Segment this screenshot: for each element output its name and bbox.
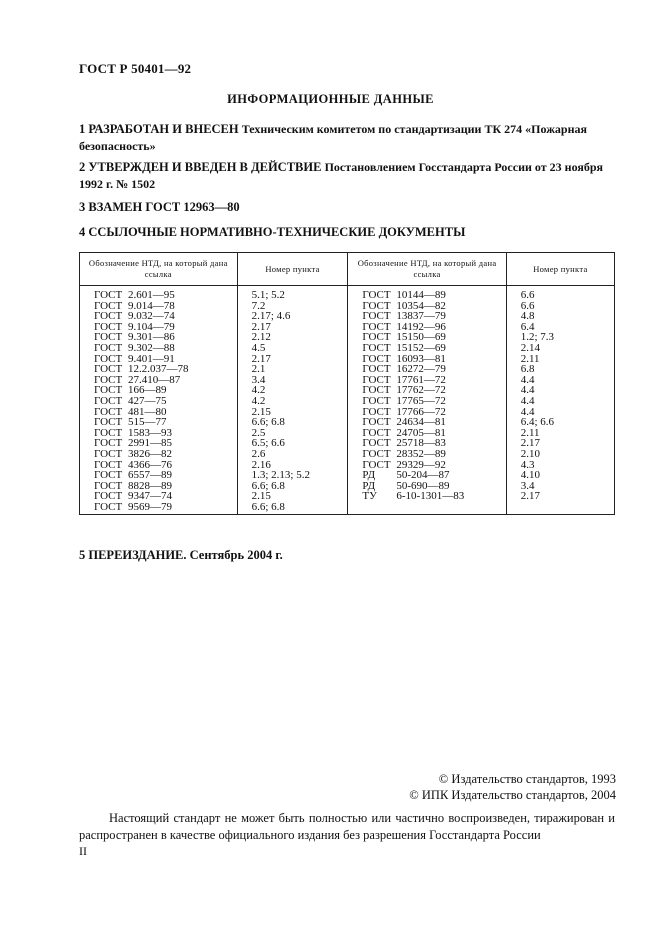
document-number: 481—80 <box>128 405 167 418</box>
point-number: 2.17 <box>251 320 271 333</box>
document-ref <box>348 396 505 407</box>
left-points-list <box>238 290 348 512</box>
point-number: 3.4 <box>251 373 266 386</box>
point-number: 6.8 <box>520 363 535 376</box>
point-number: 2.16 <box>251 458 271 471</box>
point-number: 2.11 <box>520 426 540 439</box>
section-5 <box>79 547 619 564</box>
page-title: ИНФОРМАЦИОННЫЕ ДАННЫЕ <box>227 92 434 106</box>
document-ref <box>80 396 237 407</box>
section-1 <box>79 121 619 155</box>
document-prefix: ГОСТ <box>362 384 391 397</box>
document-prefix: ГОСТ <box>362 458 391 471</box>
point-number: 7.2 <box>251 299 266 312</box>
section-heading: ВЗАМЕН ГОСТ 12963—80 <box>88 200 240 214</box>
section-3 <box>79 199 619 216</box>
point-number: 4.4 <box>520 373 535 386</box>
document-prefix: ГОСТ <box>362 447 391 460</box>
document-prefix: ГОСТ <box>362 426 391 439</box>
point-number: 4.4 <box>520 405 535 418</box>
column-header-document: Обозначение НТД, на который дана ссылка <box>348 253 506 286</box>
document-number: 1583—93 <box>128 426 172 439</box>
document-prefix: ГОСТ <box>362 352 391 365</box>
section-4 <box>79 224 619 241</box>
point-number: 2.17 <box>520 437 540 450</box>
column-header-document: Обозначение НТД, на который дана ссылка <box>80 253 238 286</box>
document-prefix: ГОСТ <box>94 426 123 439</box>
right-documents-list <box>348 290 505 502</box>
document-prefix: ГОСТ <box>362 437 391 450</box>
document-number: 12.2.037—78 <box>128 363 189 376</box>
copyright-line: © Издательство стандартов, 1993 <box>438 772 616 786</box>
document-prefix: ГОСТ <box>362 363 391 376</box>
document-number: 9.104—79 <box>128 320 175 333</box>
document-prefix: ГОСТ <box>362 310 391 323</box>
point-number: 2.15 <box>251 405 271 418</box>
table-body-row <box>80 286 615 515</box>
point-number: 2.10 <box>520 447 540 460</box>
point-number: 2.17 <box>520 490 540 503</box>
document-number: 28352—89 <box>396 447 446 460</box>
document-ref <box>80 449 237 460</box>
point-number: 6.4 <box>520 320 535 333</box>
point-number: 4.4 <box>520 384 535 397</box>
document-number: 9.032—74 <box>128 310 175 323</box>
point-number: 4.8 <box>520 310 535 323</box>
document-prefix: ГОСТ <box>94 310 123 323</box>
section-heading: УТВЕРЖДЕН И ВВЕДЕН В ДЕЙСТВИЕ <box>88 160 322 174</box>
point-number: 2.1 <box>251 363 266 376</box>
legal-notice: Настоящий стандарт не может быть полностью или частично воспроизведен, тиражирован и распространен в качестве официального издания без разрешения Госстандарта России <box>79 811 615 842</box>
document-ref <box>348 449 505 460</box>
document-number: 13837—79 <box>396 310 446 323</box>
section-2 <box>79 159 619 193</box>
point-number: 6.4; 6.6 <box>520 416 555 429</box>
point-number: 6.5; 6.6 <box>251 437 285 450</box>
point-number: 2.17; 4.6 <box>251 310 291 323</box>
document-prefix: ГОСТ <box>94 437 123 450</box>
document-prefix: ГОСТ <box>362 394 391 407</box>
document-ref <box>80 343 237 354</box>
document-number: 17765—72 <box>396 394 446 407</box>
document-prefix: ГОСТ <box>362 405 391 418</box>
section-text: Постановлением Госстандарта России от 23 ноября 1992 г. № 1502 <box>79 160 603 191</box>
document-number: 10354—82 <box>396 299 446 312</box>
point-number: 2.17 <box>251 352 271 365</box>
point-number: 1.2; 7.3 <box>520 331 555 344</box>
point-number: 2.14 <box>520 341 540 354</box>
point-number: 2.11 <box>520 352 540 365</box>
document-prefix: ГОСТ <box>94 405 123 418</box>
section-text: Техническим комитетом по стандартизации ТК 274 «Пожарная безопасность» <box>79 122 587 153</box>
document-number: 3826—82 <box>128 447 172 460</box>
section-heading: РАЗРАБОТАН И ВНЕСЕН <box>88 122 239 136</box>
document-header: ГОСТ Р 50401—92 <box>79 61 192 76</box>
point-number: 2.15 <box>251 490 271 503</box>
document-ref <box>348 491 505 502</box>
document-number: 427—75 <box>128 394 167 407</box>
document-prefix: ГОСТ <box>94 479 123 492</box>
document-ref <box>348 343 505 354</box>
point-number: 4.4 <box>520 394 535 407</box>
right-points-list <box>507 290 614 502</box>
document-prefix: ГОСТ <box>94 458 123 471</box>
document-prefix: ТУ <box>362 490 377 503</box>
document-prefix: ГОСТ <box>94 373 123 386</box>
point-number: 6.6; 6.8 <box>251 479 285 492</box>
document-number: 29329—92 <box>396 458 446 471</box>
document-number: 515—77 <box>128 416 167 429</box>
document-number: 17766—72 <box>396 405 446 418</box>
copyright-line: © ИПК Издательство стандартов, 2004 <box>409 788 616 802</box>
document-prefix: ГОСТ <box>94 299 123 312</box>
section-number: 2 <box>79 160 86 174</box>
point-number: 4.10 <box>520 469 540 482</box>
document-prefix: ГОСТ <box>362 320 391 333</box>
document-prefix: РД <box>362 479 376 492</box>
document-number: 50-690—89 <box>396 479 450 492</box>
document-prefix: ГОСТ <box>94 447 123 460</box>
document-number: 9.301—86 <box>128 331 175 344</box>
document-prefix: ГОСТ <box>94 394 123 407</box>
point-number: 6.6 <box>520 299 535 312</box>
document-prefix: ГОСТ <box>94 469 123 482</box>
column-header-point: Номер пункта <box>506 253 614 286</box>
document-prefix: ГОСТ <box>94 384 123 397</box>
section-heading: ПЕРЕИЗДАНИЕ. Сентябрь 2004 г. <box>88 548 283 562</box>
document-prefix: ГОСТ <box>94 331 123 344</box>
document-number: 9.302—88 <box>128 341 175 354</box>
document-prefix: ГОСТ <box>362 416 391 429</box>
section-number: 1 <box>79 122 86 136</box>
point-number: 4.3 <box>520 458 535 471</box>
document-number: 50-204—87 <box>396 469 450 482</box>
point-number: 4.5 <box>251 341 266 354</box>
document-number: 24634—81 <box>396 416 446 429</box>
section-heading: ССЫЛОЧНЫЕ НОРМАТИВНО-ТЕХНИЧЕСКИЕ ДОКУМЕНТЫ <box>88 225 466 239</box>
document-number: 2991—85 <box>128 437 172 450</box>
document-ref <box>80 502 237 513</box>
document-prefix: ГОСТ <box>94 320 123 333</box>
document-prefix: ГОСТ <box>362 331 391 344</box>
document-number: 16272—79 <box>396 363 446 376</box>
document-prefix: РД <box>362 469 376 482</box>
page-number: II <box>79 844 87 858</box>
point-number: 4.2 <box>251 394 266 407</box>
point-number: 4.2 <box>251 384 266 397</box>
document-number: 9347—74 <box>128 490 172 503</box>
document-number: 8828—89 <box>128 479 172 492</box>
document-prefix: ГОСТ <box>94 500 123 513</box>
document-prefix: ГОСТ <box>94 490 123 503</box>
document-prefix: ГОСТ <box>94 363 123 376</box>
point-number: 1.3; 2.13; 5.2 <box>251 469 310 482</box>
document-ref <box>348 290 505 301</box>
references-table <box>79 252 615 515</box>
document-prefix: ГОСТ <box>94 352 123 365</box>
section-number: 5 <box>79 548 86 562</box>
point-number: 6.6; 6.8 <box>251 500 285 513</box>
document-number: 17762—72 <box>396 384 446 397</box>
document-number: 9569—79 <box>128 500 172 513</box>
section-number: 4 <box>79 225 86 239</box>
document-prefix: ГОСТ <box>362 299 391 312</box>
document-number: 6557—89 <box>128 469 172 482</box>
document-prefix: ГОСТ <box>94 289 123 301</box>
document-number: 9.401—91 <box>128 352 175 365</box>
point-number: 6.6 <box>520 289 535 301</box>
document-prefix: ГОСТ <box>362 341 391 354</box>
document-number: 166—89 <box>128 384 167 397</box>
document-number: 14192—96 <box>396 320 446 333</box>
left-documents-list <box>80 290 237 512</box>
document-prefix: ГОСТ <box>362 373 391 386</box>
document-number: 10144—89 <box>396 289 446 301</box>
point-number: 2.12 <box>251 331 271 344</box>
document-number: 15150—69 <box>396 331 446 344</box>
document-prefix: ГОСТ <box>362 289 391 301</box>
document-number: 6-10-1301—83 <box>396 490 465 503</box>
document-number: 9.014—78 <box>128 299 175 312</box>
document-number: 2.601—95 <box>128 289 175 301</box>
document-number: 4366—76 <box>128 458 172 471</box>
point-number: 2.5 <box>251 426 266 439</box>
point-number: 2.6 <box>251 447 266 460</box>
document-prefix: ГОСТ <box>94 341 123 354</box>
document-number: 16093—81 <box>396 352 446 365</box>
copyright-block <box>409 771 616 803</box>
section-number: 3 <box>79 200 86 214</box>
point-number: 5.1; 5.2 <box>251 289 285 301</box>
document-number: 25718—83 <box>396 437 446 450</box>
document-number: 15152—69 <box>396 341 446 354</box>
table-header-row <box>80 253 615 286</box>
document-number: 27.410—87 <box>128 373 181 386</box>
point-number: 3.4 <box>520 479 535 492</box>
point-number: 6.6; 6.8 <box>251 416 285 429</box>
document-ref <box>80 290 237 301</box>
document-number: 17761—72 <box>396 373 446 386</box>
document-prefix: ГОСТ <box>94 416 123 429</box>
document-number: 24705—81 <box>396 426 446 439</box>
column-header-point: Номер пункта <box>237 253 348 286</box>
